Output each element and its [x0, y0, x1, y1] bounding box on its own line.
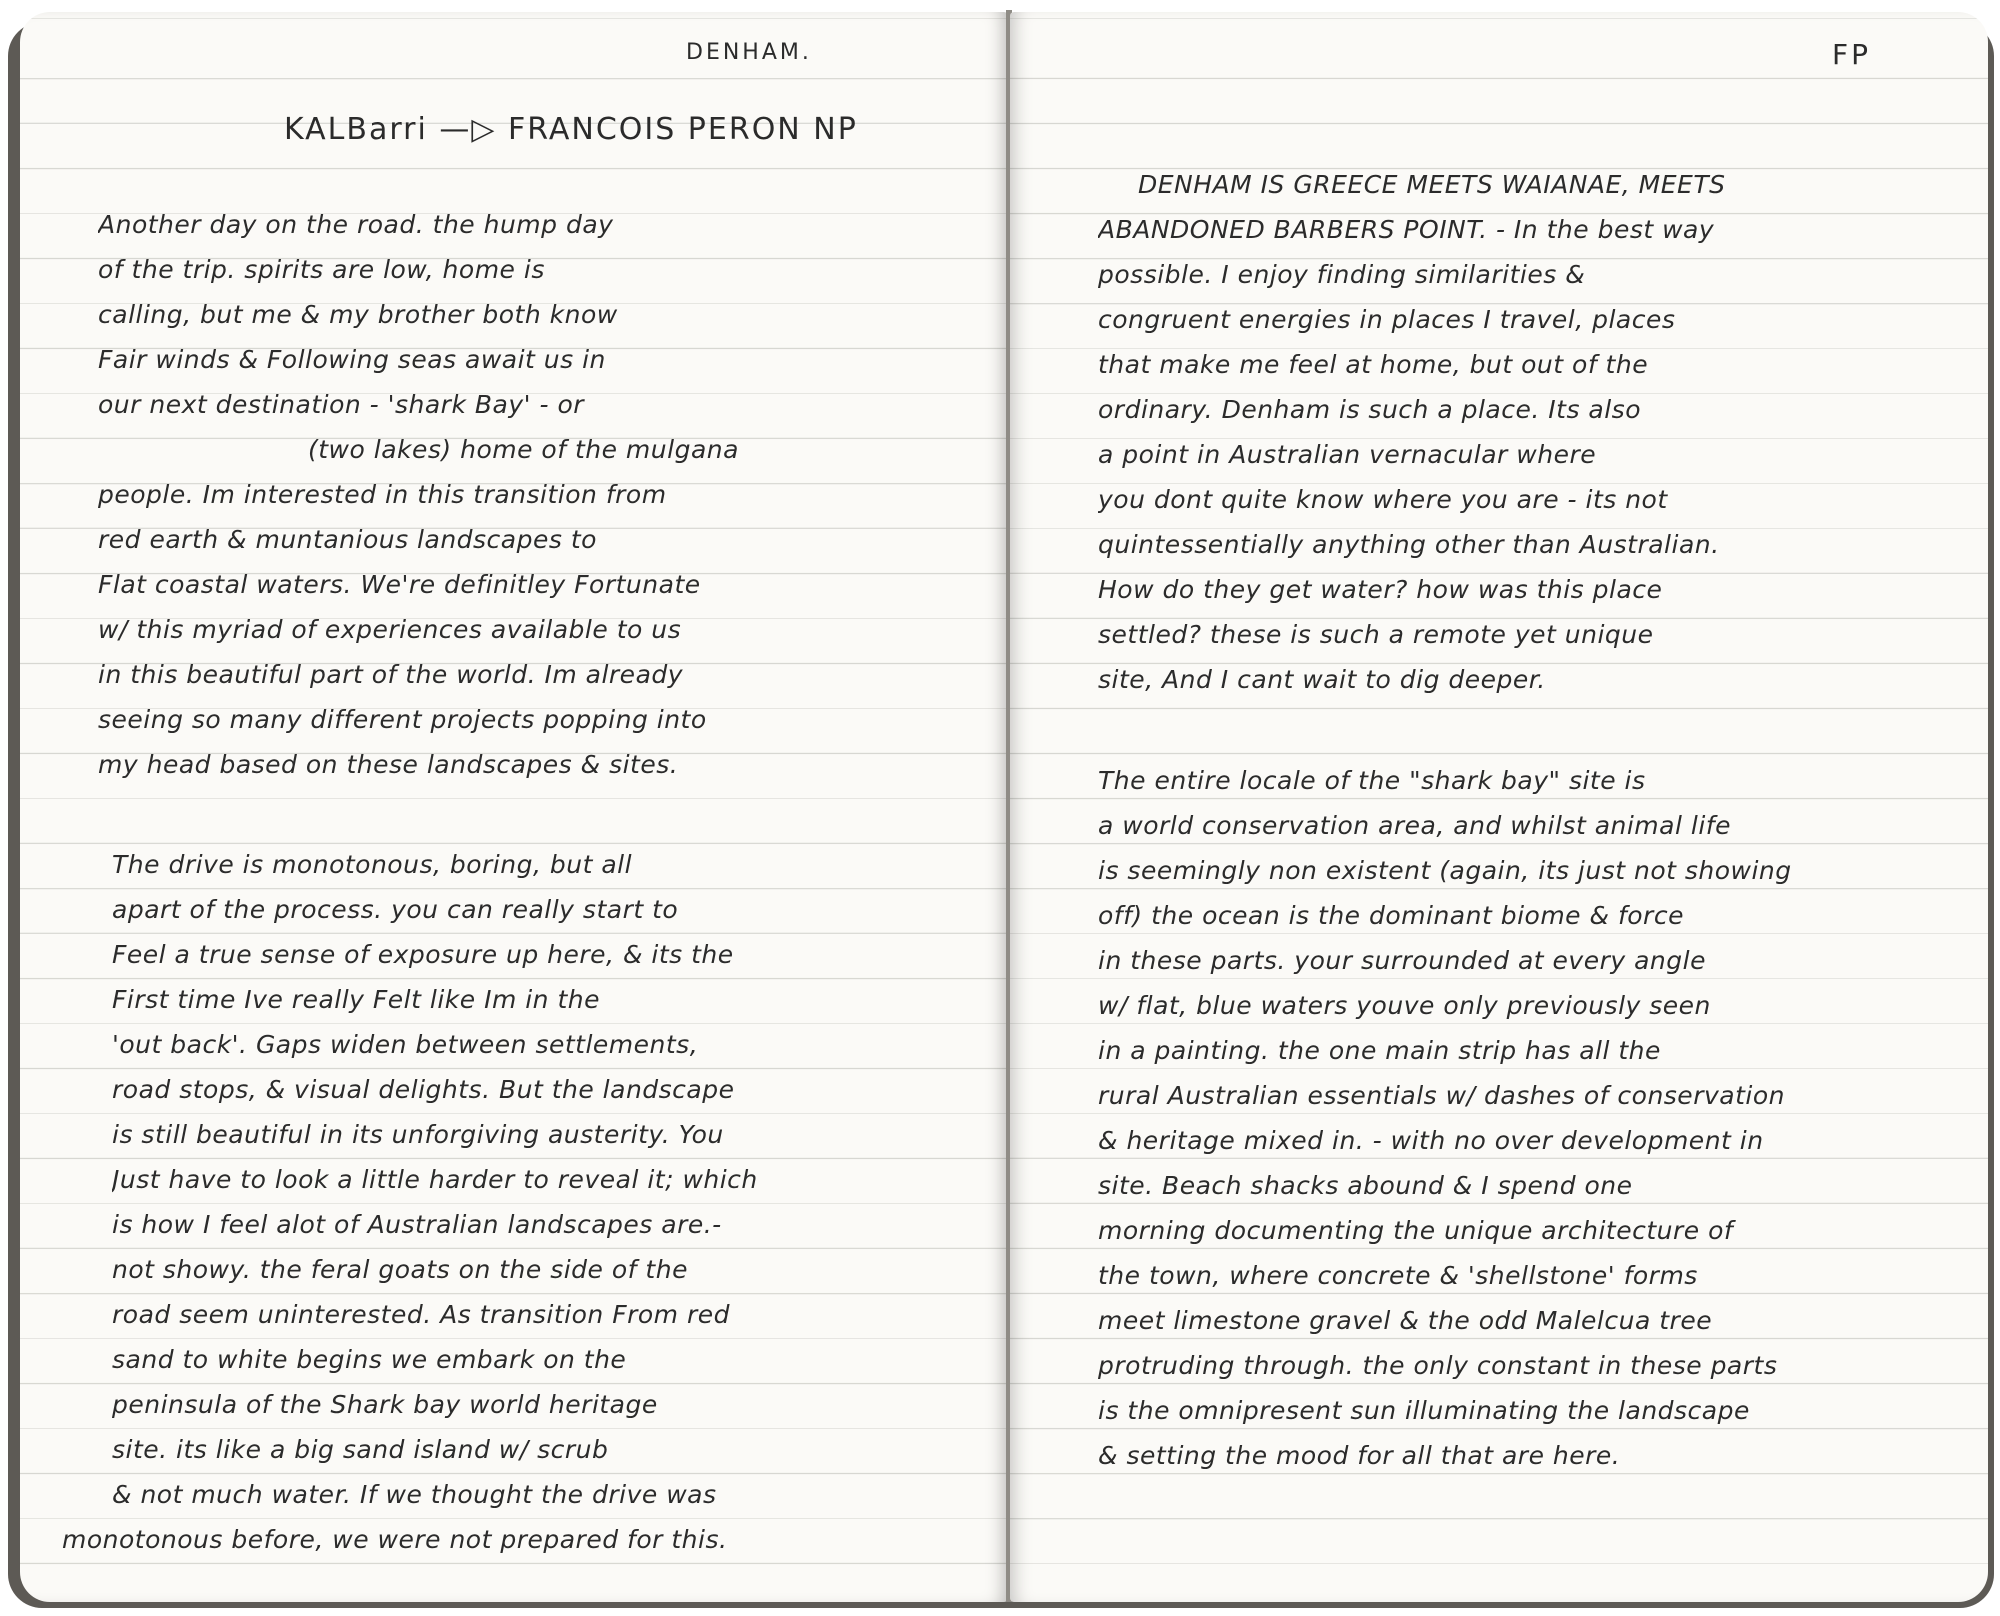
text-line: Just have to look a little harder to reveal it; which	[112, 1165, 758, 1194]
text-line: is seemingly non existent (again, its just not showing	[1098, 856, 1792, 885]
text-line: road stops, & visual delights. But the landscape	[112, 1075, 735, 1104]
left-page-header: DENHAM.	[686, 40, 812, 65]
text-line: morning documenting the unique architecture of	[1098, 1216, 1734, 1245]
text-line: people. Im interested in this transition from	[98, 480, 667, 509]
text-line: protruding through. the only constant in these parts	[1098, 1351, 1778, 1380]
left-paragraph-1	[98, 202, 739, 787]
text-line: off) the ocean is the dominant biome & force	[1098, 901, 1684, 930]
right-paragraph-2	[1098, 758, 1792, 1478]
text-line: Feel a true sense of exposure up here, & its the	[112, 940, 734, 969]
text-line: How do they get water? how was this place	[1098, 575, 1663, 604]
text-line: 'out back'. Gaps widen between settlements,	[112, 1030, 699, 1059]
text-line: First time Ive really Felt like Im in the	[112, 985, 601, 1014]
text-line: peninsula of the Shark bay world heritage	[112, 1390, 658, 1419]
text-line: in this beautiful part of the world. Im already	[98, 660, 684, 689]
text-line: monotonous before, we were not prepared for this.	[62, 1525, 728, 1554]
left-paragraph-2	[62, 842, 758, 1562]
text-line: Flat coastal waters. We're definitley Fortunate	[98, 570, 701, 599]
text-line: a world conservation area, and whilst animal life	[1098, 811, 1731, 840]
text-line: is the omnipresent sun illuminating the landscape	[1098, 1396, 1750, 1425]
text-line: (two lakes) home of the mulgana	[308, 435, 739, 464]
text-line: road seem uninterested. As transition From red	[112, 1300, 730, 1329]
text-line: ordinary. Denham is such a place. Its also	[1098, 395, 1641, 424]
text-line: possible. I enjoy finding similarities &	[1098, 260, 1586, 289]
text-line: & heritage mixed in. - with no over development in	[1098, 1126, 1764, 1155]
text-line: our next destination - 'shark Bay' - or	[98, 390, 585, 419]
text-line: you dont quite know where you are - its not	[1098, 485, 1668, 514]
text-line: ABANDONED BARBERS POINT. - In the best way	[1098, 215, 1715, 244]
right-paragraph-1	[1098, 162, 1725, 702]
text-line: site. its like a big sand island w/ scrub	[112, 1435, 609, 1464]
text-line: that make me feel at home, but out of the	[1098, 350, 1649, 379]
text-line: site, And I cant wait to dig deeper.	[1098, 665, 1546, 694]
text-line: congruent energies in places I travel, places	[1098, 305, 1676, 334]
text-line: Fair winds & Following seas await us in	[98, 345, 606, 374]
left-page	[20, 12, 1008, 1602]
text-line: apart of the process. you can really start to	[112, 895, 679, 924]
text-line: in a painting. the one main strip has all the	[1098, 1036, 1661, 1065]
text-line: Another day on the road. the hump day	[98, 210, 614, 239]
text-line: a point in Australian vernacular where	[1098, 440, 1597, 469]
text-line: seeing so many different projects popping into	[98, 705, 707, 734]
text-line: w/ this myriad of experiences available to us	[98, 615, 682, 644]
text-line: & setting the mood for all that are here.	[1098, 1441, 1621, 1470]
text-line: w/ flat, blue waters youve only previously seen	[1098, 991, 1711, 1020]
text-line: not showy. the feral goats on the side of the	[112, 1255, 688, 1284]
text-line: settled? these is such a remote yet unique	[1098, 620, 1654, 649]
text-line: meet limestone gravel & the odd Malelcua tree	[1098, 1306, 1713, 1335]
text-line: the town, where concrete & 'shellstone' forms	[1098, 1261, 1698, 1290]
text-line: of the trip. spirits are low, home is	[98, 255, 545, 284]
text-line: is how I feel alot of Australian landscapes are.-	[112, 1210, 722, 1239]
text-line: quintessentially anything other than Australian.	[1098, 530, 1720, 559]
text-line: The drive is monotonous, boring, but all	[112, 850, 633, 879]
right-page	[1010, 12, 1988, 1602]
left-page-title: KALBarri —▷ FRANCOIS PERON NP	[284, 112, 858, 147]
text-line: in these parts. your surrounded at every angle	[1098, 946, 1706, 975]
text-line: & not much water. If we thought the drive was	[112, 1480, 717, 1509]
text-line: rural Australian essentials w/ dashes of conservation	[1098, 1081, 1785, 1110]
right-page-header: FP	[1832, 38, 1871, 71]
text-line: calling, but me & my brother both know	[98, 300, 618, 329]
text-line: DENHAM IS GREECE MEETS WAIANAE, MEETS	[1138, 170, 1726, 199]
text-line: is still beautiful in its unforgiving austerity. You	[112, 1120, 724, 1149]
text-line: The entire locale of the "shark bay" site is	[1098, 766, 1646, 795]
text-line: red earth & muntanious landscapes to	[98, 525, 597, 554]
text-line: sand to white begins we embark on the	[112, 1345, 627, 1374]
text-line: site. Beach shacks abound & I spend one	[1098, 1171, 1633, 1200]
text-line: my head based on these landscapes & sites.	[98, 750, 679, 779]
